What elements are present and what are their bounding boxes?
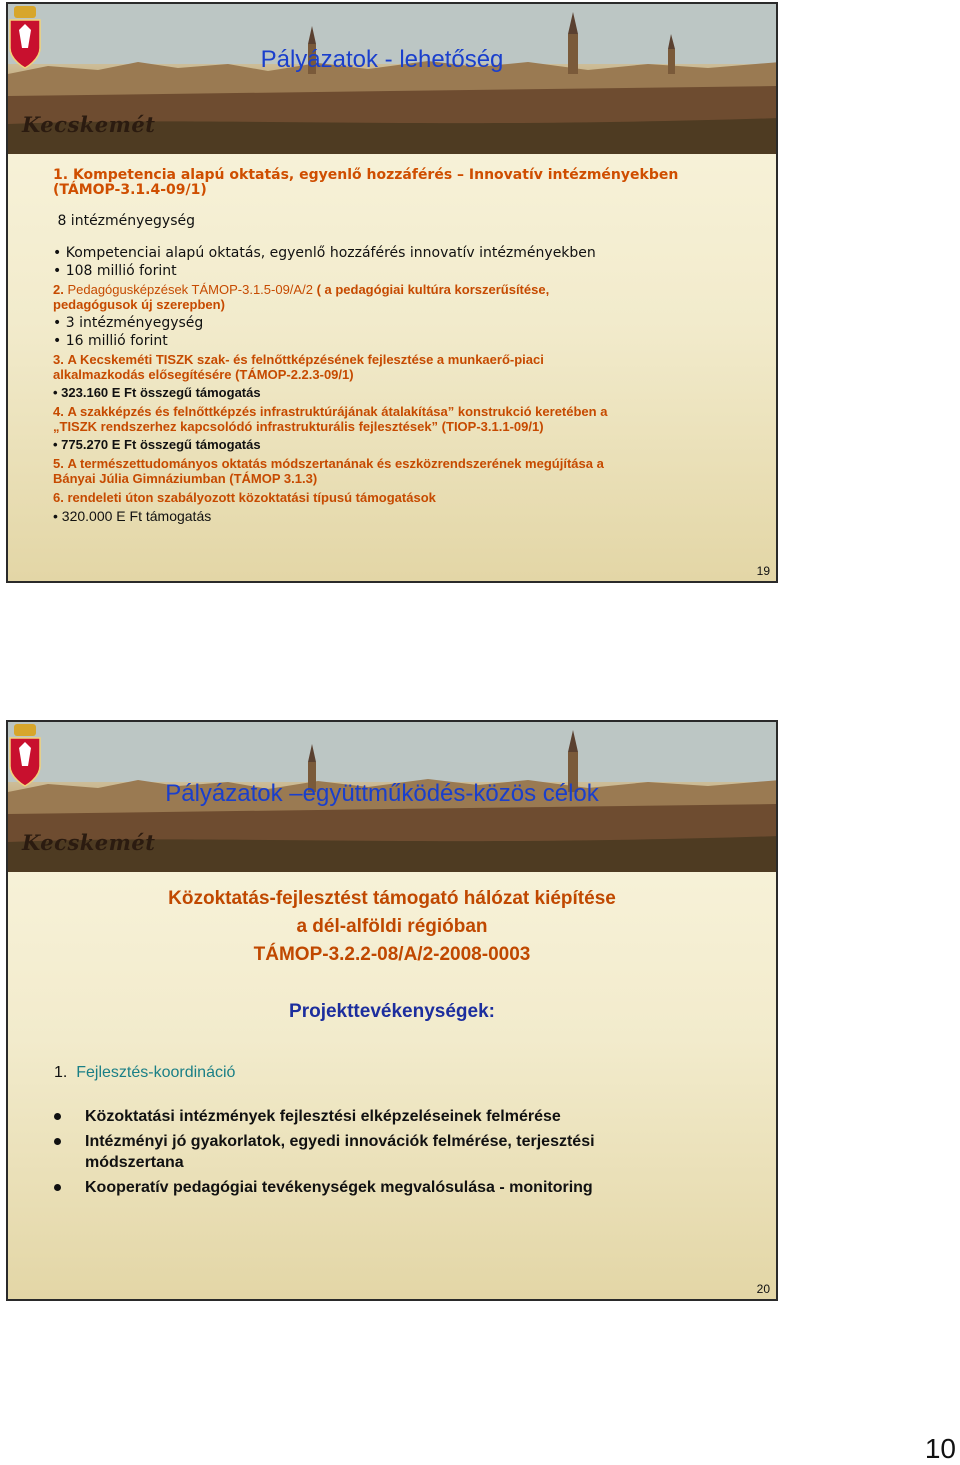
bullet: • Kompetenciai alapú oktatás, egyenlő hozzáférés innovatív intézményekben xyxy=(53,245,596,261)
bullet-icon xyxy=(54,1138,61,1145)
bullet: • 16 millió forint xyxy=(53,333,168,349)
slide-20 xyxy=(6,720,778,1301)
bullet: • 775.270 E Ft összegű támogatás xyxy=(53,437,261,452)
projects-title: Projekttevékenységek: xyxy=(289,1001,495,1022)
list-item-3-cont: alkalmazkodás elősegítésére (TÁMOP-2.2.3-09/1) xyxy=(53,367,354,382)
bullet-icon xyxy=(54,1113,61,1120)
bullet: 8 intézményegység xyxy=(57,213,196,229)
list-item-1-code: (TÁMOP-3.1.4-09/1) xyxy=(53,182,207,198)
heading-line-1: Közoktatás-fejlesztést támogató hálózat kiépítése xyxy=(168,888,616,909)
bullet: • 323.160 E Ft összegű támogatás xyxy=(53,385,261,400)
numbered-item: 1. Fejlesztés-koordináció xyxy=(54,1064,236,1081)
slide-page-number: 19 xyxy=(756,564,770,578)
list-item-4: 4. A szakképzés és felnőttképzés infrastruktúrájának átalakítása” konstrukció keretében a xyxy=(53,404,608,419)
coat-of-arms-icon xyxy=(8,722,42,788)
list-item-2-cont: pedagógusok új szerepben) xyxy=(53,297,225,312)
city-name: Kecskemét xyxy=(22,830,156,855)
slide-page-number: 20 xyxy=(756,1282,770,1296)
list-item: Kooperatív pedagógiai tevékenységek megvalósulása - monitoring xyxy=(54,1177,714,1198)
city-name: Kecskemét xyxy=(22,112,156,137)
heading-line-3: TÁMOP-3.2.2-08/A/2-2008-0003 xyxy=(253,944,531,965)
list-item: Intézményi jó gyakorlatok, egyedi innovációk felmérése, terjesztési módszertana xyxy=(54,1131,714,1173)
page-number: 10 xyxy=(924,1433,956,1464)
slide-title: Pályázatok –együttműködés-közös célok xyxy=(165,780,599,807)
bullet: • 320.000 E Ft támogatás xyxy=(53,508,212,524)
painting-banner xyxy=(8,4,776,154)
list-item-5-cont: Bányai Júlia Gimnáziumban (TÁMOP 3.1.3) xyxy=(53,471,318,486)
list-item-6: 6. rendeleti úton szabályozott közoktatási típusú támogatások xyxy=(53,490,436,505)
list-item-3: 3. A Kecskeméti TISZK szak- és felnőttképzésének fejlesztése a munkaerő-piaci xyxy=(53,352,544,367)
heading-line-2: a dél-alföldi régióban xyxy=(296,916,488,937)
slide-title: Pályázatok - lehetőség xyxy=(260,46,504,73)
list-item-1: 1. Kompetencia alapú oktatás, egyenlő hozzáférés – Innovatív intézményekben xyxy=(53,167,679,183)
bullet: • 108 millió forint xyxy=(53,263,177,279)
bullet: • 3 intézményegység xyxy=(53,315,204,331)
list-item-5: 5. A természettudományos oktatás módszertanának és eszközrendszerének megújítása a xyxy=(53,456,604,471)
bullet-icon xyxy=(54,1184,61,1191)
slide-content xyxy=(53,168,743,525)
list-item: Közoktatási intézmények fejlesztési elképzeléseinek felmérése xyxy=(54,1106,714,1127)
list-item-2: 2. Pedagógusképzések TÁMOP-3.1.5-09/A/2 ( a pedagógiai kultúra korszerűsítése, xyxy=(53,282,550,297)
slide-19 xyxy=(6,2,778,583)
list-item-4-cont: „TISZK rendszerhez kapcsolódó infrastrukturális fejlesztések” (TIOP-3.1.1-09/1) xyxy=(53,419,544,434)
